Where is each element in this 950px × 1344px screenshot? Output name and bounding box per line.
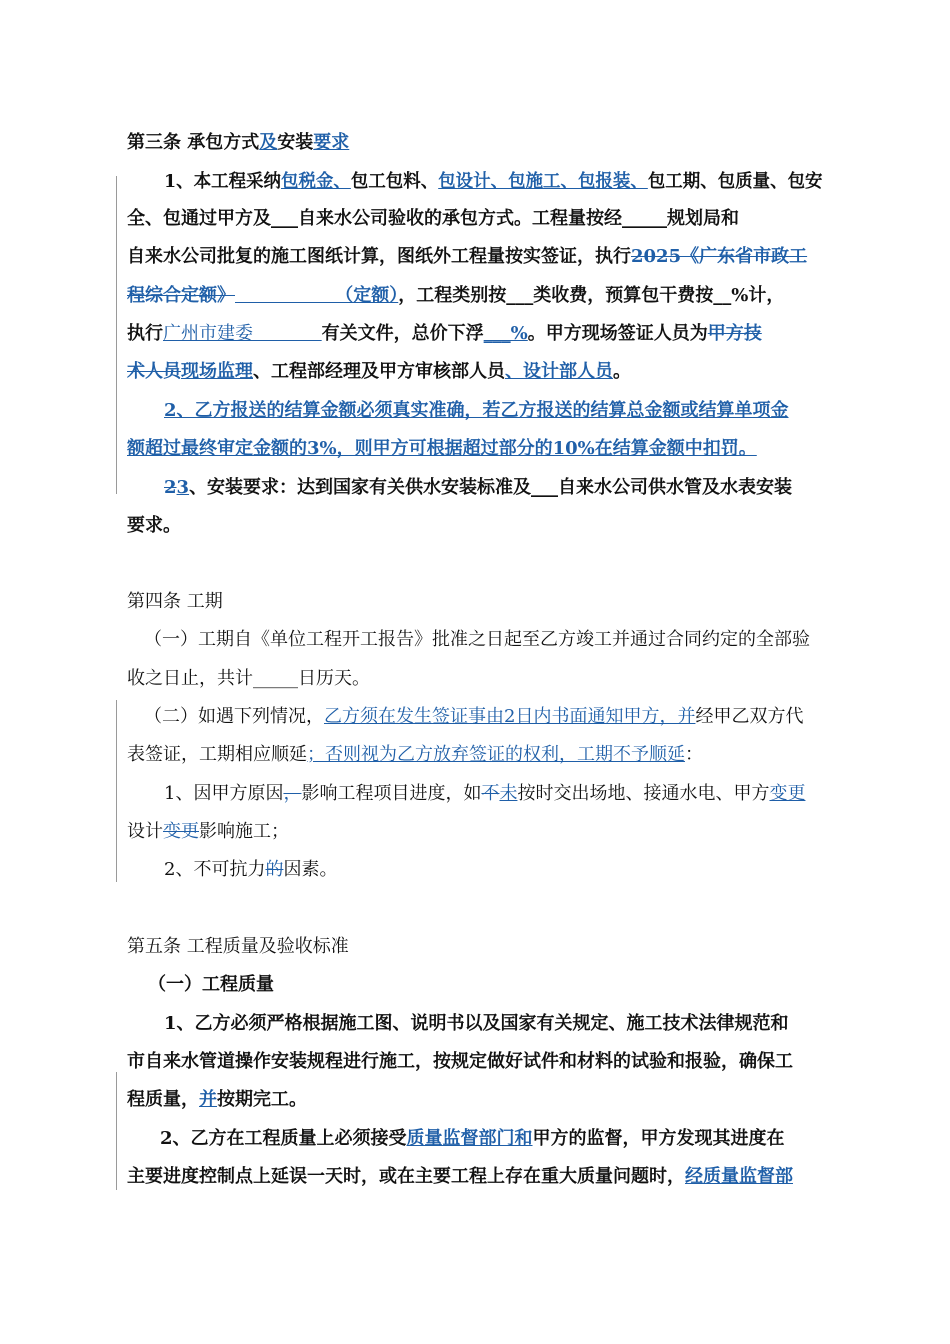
article3-para3-line: 要求。 xyxy=(127,515,181,536)
inserted-text: 未 xyxy=(499,783,518,804)
revision-bar xyxy=(116,1072,117,1190)
article3-para1-line: 术人员现场监理、工程部经理及甲方审核部人员、设计部人员。 xyxy=(127,361,631,382)
article3-heading: 第三条 承包方式及安装要求 xyxy=(127,132,350,153)
inserted-text: 包设计、包施工、包报装、 xyxy=(438,171,648,192)
article4-para1-line: 收之日止，共计_____日历天。 xyxy=(127,668,370,689)
deleted-text: 2 xyxy=(164,477,177,498)
inserted-text: 经质量监督部 xyxy=(685,1166,793,1187)
article3-para1-line: 自来水公司批复的施工图纸计算，图纸外工程量按实签证，执行2025《广东省市政工 xyxy=(127,246,808,267)
deleted-text: 不 xyxy=(481,783,500,804)
deleted-text: 的 xyxy=(265,859,284,880)
article3-para2-line: 额超过最终审定金额的3%，则甲方可根据超过部分的10%在结算金额中扣罚。 xyxy=(127,438,757,459)
inserted-text: 并 xyxy=(199,1089,217,1110)
article4-para1-line: （一）工期自《单位工程开工报告》批准之日起至乙方竣工并通过合同约定的全部验 xyxy=(144,629,810,650)
article5-para1-line: 1、乙方必须严格根据施工图、说明书以及国家有关规定、施工技术法律规范和 xyxy=(164,1013,789,1034)
inserted-text: 要求 xyxy=(313,132,350,153)
article4-item2-line: 2、不可抗力的因素。 xyxy=(164,859,338,880)
article5-para1-line: 程质量，并按期完工。 xyxy=(127,1089,307,1110)
article4-item1-line: 设计变更影响施工； xyxy=(127,821,289,842)
inserted-text: 包税金、 xyxy=(280,171,351,192)
deleted-text: 变更 xyxy=(163,821,199,842)
deleted-text: 术人员 xyxy=(127,361,181,382)
inserted-text: 广州市建委 xyxy=(163,323,322,344)
article4-item1-line: 1、因甲方原因，影响工程项目进度，如不未按时交出场地、接通水电、甲方变更 xyxy=(164,783,806,804)
inserted-text: ___% xyxy=(483,323,528,344)
article4-para2-line: 表签证，工期相应顺延；否则视为乙方放弃签证的权利，工期不予顺延： xyxy=(127,744,703,765)
article3-para2-line: 2、乙方报送的结算金额必须真实准确，若乙方报送的结算总金额或结算单项金 xyxy=(164,400,789,421)
inserted-text: 乙方须在发生签证事由2日内书面通知甲方，并 xyxy=(324,706,696,727)
article5-para1-line: 市自来水管道操作安装规程进行施工，按规定做好试件和材料的试验和报验，确保工 xyxy=(127,1051,793,1072)
inserted-text: 质量监督部门和 xyxy=(406,1128,533,1149)
article4-para2-line: （二）如遇下列情况，乙方须在发生签证事由2日内书面通知甲方，并经甲乙双方代 xyxy=(144,706,804,727)
article3-para1-line: 1、本工程采纳包税金、包工包料、包设计、包施工、包报装、包工期、包质量、包安 xyxy=(164,171,823,192)
deleted-text: ， xyxy=(283,783,302,804)
article3-para1-line: 执行广州市建委 有关文件，总价下浮___%。甲方现场签证人员为甲方技 xyxy=(127,323,762,344)
article5-para2-line: 主要进度控制点上延误一天时，或在主要工程上存在重大质量问题时，经质量监督部 xyxy=(127,1166,793,1187)
inserted-text: （定额） xyxy=(235,285,399,306)
article5-heading: 第五条 工程质量及验收标准 xyxy=(127,936,349,957)
inserted-text: 现场监理 xyxy=(181,361,253,382)
article3-para1-line: 全、包通过甲方及___自来水公司验收的承包方式。工程量按经_____规划局和 xyxy=(127,208,739,229)
article5-para2-line: 2、乙方在工程质量上必须接受质量监督部门和甲方的监督，甲方发现其进度在 xyxy=(160,1128,785,1149)
article4-heading: 第四条 工期 xyxy=(127,591,223,612)
inserted-text: 3 xyxy=(176,477,190,498)
deleted-text: 程综合定额》 xyxy=(127,285,235,306)
article3-para1-line: 程综合定额》 （定额），工程类别按___类收费，预算包干费按__%计， xyxy=(127,285,785,306)
revision-bar xyxy=(116,700,117,882)
inserted-text: ；否则视为乙方放弃签证的权利，工期不予顺延 xyxy=(307,744,685,765)
deleted-text: 2025《广东省市政工 xyxy=(631,246,808,267)
inserted-text: 变更 xyxy=(769,783,806,804)
inserted-text: 及 xyxy=(259,132,278,153)
inserted-text: 、设计部人员 xyxy=(505,361,613,382)
article5-subheading: （一）工程质量 xyxy=(148,974,274,995)
revision-bar xyxy=(116,176,117,494)
deleted-text: 甲方技 xyxy=(707,323,762,344)
article3-para3-line: 23、安装要求：达到国家有关供水安装标准及___自来水公司供水管及水表安装 xyxy=(164,477,793,498)
